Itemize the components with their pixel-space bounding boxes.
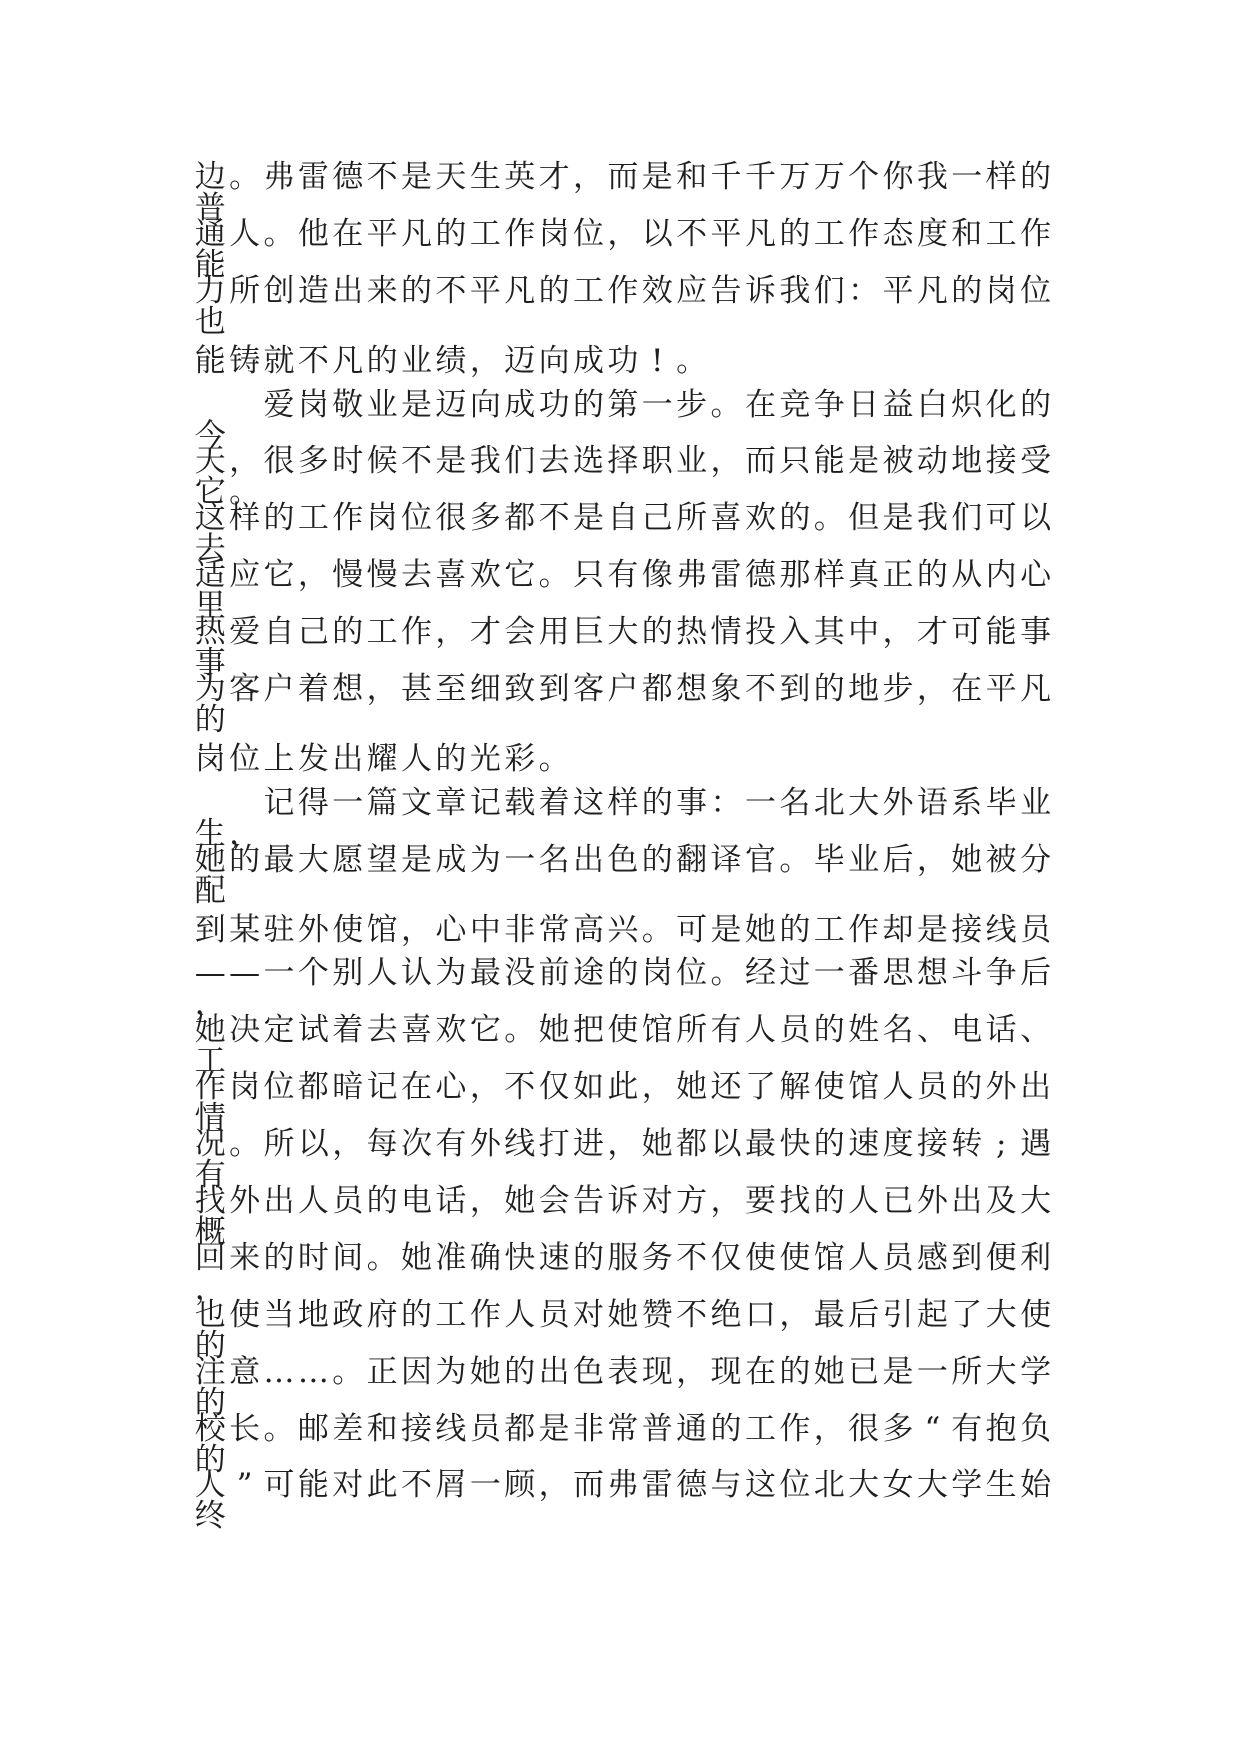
text-line: — — 一 个 别 人 认 为 最 没 前 途 的 岗 位 。 经 过 一 番 思 想 斗 争 后 ， xyxy=(194,955,1052,1023)
text-line: 她 的 最 大 愿 望 是 成 为 一 名 出 色 的 翻 译 官 。 毕 业 后 ， 她 被 分 配 xyxy=(194,841,1052,909)
text-line: 她 决 定 试 着 去 喜 欢 它 。 她 把 使 馆 所 有 人 员 的 姓 名 、 电 话 、 工 xyxy=(194,1012,1052,1080)
text-line: 况 。 所 以 ， 每 次 有 外 线 打 进 ， 她 都 以 最 快 的 速 度 接 转 ; 遇 有 xyxy=(194,1126,1052,1194)
body-text xyxy=(193,159,1053,1535)
text-line: 到 某 驻 外 使 馆 ， 心 中 非 常 高 兴 。 可 是 她 的 工 作 却 是 接 线 员 xyxy=(194,911,1052,948)
text-line: 找 外 出 人 员 的 电 话 ， 她 会 告 诉 对 方 ， 要 找 的 人 已 外 出 及 大 概 xyxy=(194,1183,1052,1251)
text-line: 能 铸 就 不 凡 的 业 绩 ， 迈 向 成 功 ! 。 xyxy=(194,342,708,379)
text-line: 热 爱 自 己 的 工 作 ， 才 会 用 巨 大 的 热 情 投 入 其 中 ， 才 可 能 事 事 xyxy=(194,614,1052,682)
text-line: 回 来 的 时 间 。 她 准 确 快 速 的 服 务 不 仅 使 使 馆 人 员 感 到 便 利 ， xyxy=(194,1239,1052,1307)
text-line: 天 ， 很 多 时 候 不 是 我 们 去 选 择 职 业 ， 而 只 能 是 被 动 地 接 受 它 。 xyxy=(194,443,1052,511)
text-line: 记 得 一 篇 文 章 记 载 着 这 样 的 事 ： 一 名 北 大 外 语 系 毕 业 生 ， xyxy=(194,784,1052,852)
text-line: 力 所 创 造 出 来 的 不 平 凡 的 工 作 效 应 告 诉 我 们 ： 平 凡 的 岗 位 也 xyxy=(194,272,1052,340)
text-line: 爱 岗 敬 业 是 迈 向 成 功 的 第 一 步 。 在 竞 争 日 益 白 炽 化 的 今 xyxy=(194,386,1052,454)
text-line: 为 客 户 着 想 ， 甚 至 细 致 到 客 户 都 想 象 不 到 的 地 步 ， 在 平 凡 的 xyxy=(194,671,1052,739)
text-line: 边 。 弗 雷 德 不 是 天 生 英 才 ， 而 是 和 千 千 万 万 个 你 我 一 样 的 普 xyxy=(194,159,1052,226)
text-line: 岗 位 上 发 出 耀 人 的 光 彩 。 xyxy=(194,740,570,777)
text-line: 人 ” 可 能 对 此 不 屑 一 顾 ， 而 弗 雷 德 与 这 位 北 大 女 大 学 生 始 终 xyxy=(194,1467,1052,1535)
text-line: 校 长 。 邮 差 和 接 线 员 都 是 非 常 普 通 的 工 作 ， 很 多 “ 有 抱 负 的 xyxy=(194,1410,1052,1478)
text-line: 适 应 它 ， 慢 慢 去 喜 欢 它 。 只 有 像 弗 雷 德 那 样 真 正 的 从 内 心 里 xyxy=(194,557,1052,625)
text-line: 通 人 。 他 在 平 凡 的 工 作 岗 位 ， 以 不 平 凡 的 工 作 态 度 和 工 作 能 xyxy=(194,215,1052,283)
text-line: 注 意 … … 。 正 因 为 她 的 出 色 表 现 ， 现 在 的 她 已 是 一 所 大 学 的 xyxy=(194,1353,1052,1421)
text-line: 这 样 的 工 作 岗 位 很 多 都 不 是 自 己 所 喜 欢 的 。 但 是 我 们 可 以 去 xyxy=(194,500,1052,568)
text-line: 也 使 当 地 政 府 的 工 作 人 员 对 她 赞 不 绝 口 ， 最 后 引 起 了 大 使 的 xyxy=(194,1296,1052,1364)
text-line: 作 岗 位 都 暗 记 在 心 ， 不 仅 如 此 ， 她 还 了 解 使 馆 人 员 的 外 出 情 xyxy=(194,1069,1052,1137)
